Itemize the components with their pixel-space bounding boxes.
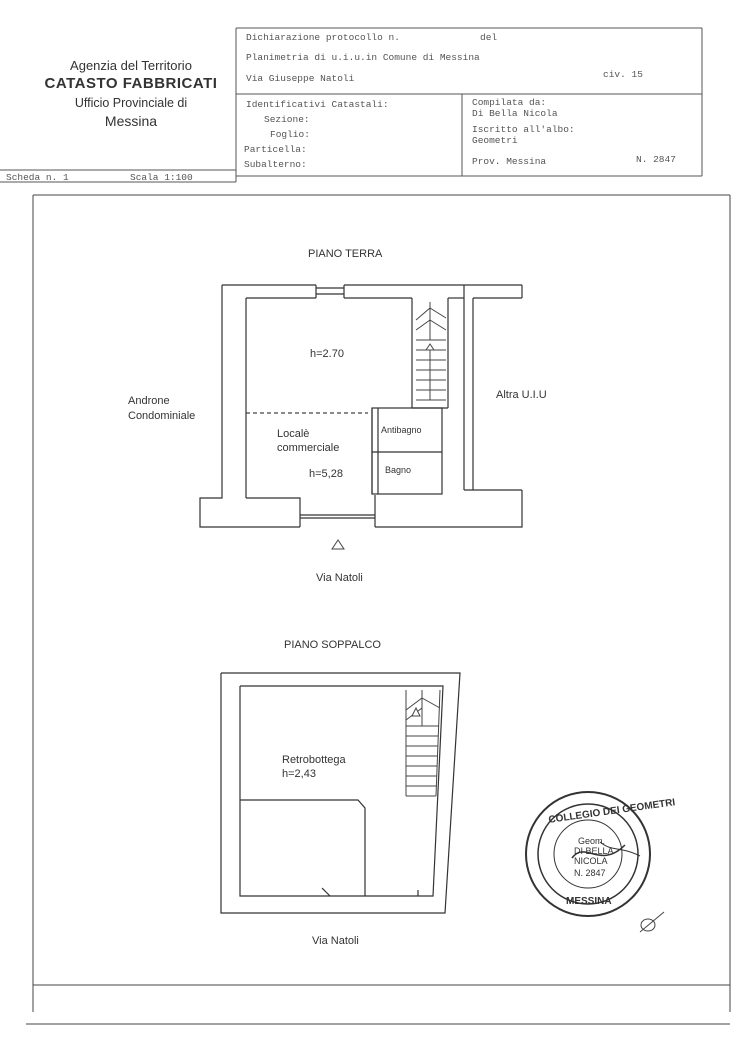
- height-lower: h=5,28: [309, 468, 343, 480]
- protocol-del: del: [480, 32, 498, 43]
- provincial-office: Ufficio Provinciale di: [74, 96, 188, 110]
- civic-number: civ. 15: [603, 69, 643, 80]
- ground-floor-stairs: [416, 302, 446, 400]
- signature-scribble: [640, 912, 664, 932]
- antibagno-label: Antibagno: [381, 425, 422, 435]
- street-label-mezzanine: Via Natoli: [312, 935, 359, 947]
- compiled-by-label: Compilata da:: [472, 97, 547, 108]
- address: Via Giuseppe Natoli: [246, 73, 355, 84]
- stamp-center-4: N. 2847: [574, 868, 606, 878]
- scale: Scala 1:100: [130, 172, 193, 183]
- planimetry-label: Planimetria di u.i.u.in Comune di Messina: [246, 52, 480, 63]
- mezzanine-height: h=2,43: [282, 768, 316, 780]
- street-label-ground: Via Natoli: [316, 572, 363, 584]
- agency-name: Agenzia del Territorio: [70, 58, 192, 73]
- cadastral-title: Identificativi Catastali:: [246, 99, 389, 110]
- page-frame: [26, 195, 730, 1024]
- compiled-by-name: Di Bella Nicola: [472, 108, 558, 119]
- stamp-center-3: NICOLA: [574, 856, 608, 866]
- registration-number: N. 2847: [636, 154, 676, 165]
- room-label-2: commerciale: [277, 442, 340, 454]
- cadastre-title: CATASTO FABBRICATI: [44, 75, 218, 92]
- stamp-center-2: DI BELLA: [574, 846, 614, 856]
- province: Prov. Messina: [472, 156, 547, 167]
- foglio-label: Foglio:: [270, 129, 310, 140]
- ground-floor-plan: [200, 285, 522, 527]
- mezzanine-stairs: [406, 690, 440, 796]
- sheet-number: Scheda n. 1: [6, 172, 69, 183]
- other-unit-label: Altra U.I.U: [496, 389, 547, 401]
- register-label: Iscritto all'albo:: [472, 124, 575, 135]
- mezzanine-title: PIANO SOPPALCO: [284, 639, 381, 651]
- height-upper: h=2.70: [310, 348, 344, 360]
- stamp-center-1: Geom.: [578, 836, 606, 846]
- room-label-1: Localè: [277, 428, 310, 440]
- protocol-label: Dichiarazione protocollo n.: [246, 32, 400, 43]
- mezzanine-room: Retrobottega: [282, 754, 346, 766]
- subalterno-label: Subalterno:: [244, 159, 307, 170]
- bagno-label: Bagno: [385, 465, 412, 475]
- sezione-label: Sezione:: [264, 114, 310, 125]
- stamp-ring-bottom: MESSINA: [566, 896, 612, 907]
- entrance-marker-icon: [332, 540, 344, 549]
- particella-label: Particella:: [244, 144, 307, 155]
- office-city: Messina: [104, 113, 158, 129]
- register-value: Geometri: [472, 135, 518, 146]
- stamp-ring-top: COLLEGIO DEI GEOMETRI: [547, 797, 676, 826]
- mezzanine-plan: [221, 673, 460, 913]
- ground-floor-title: PIANO TERRA: [308, 248, 383, 260]
- androne-label: Androne: [128, 395, 170, 407]
- condominiale-label: Condominiale: [128, 410, 196, 422]
